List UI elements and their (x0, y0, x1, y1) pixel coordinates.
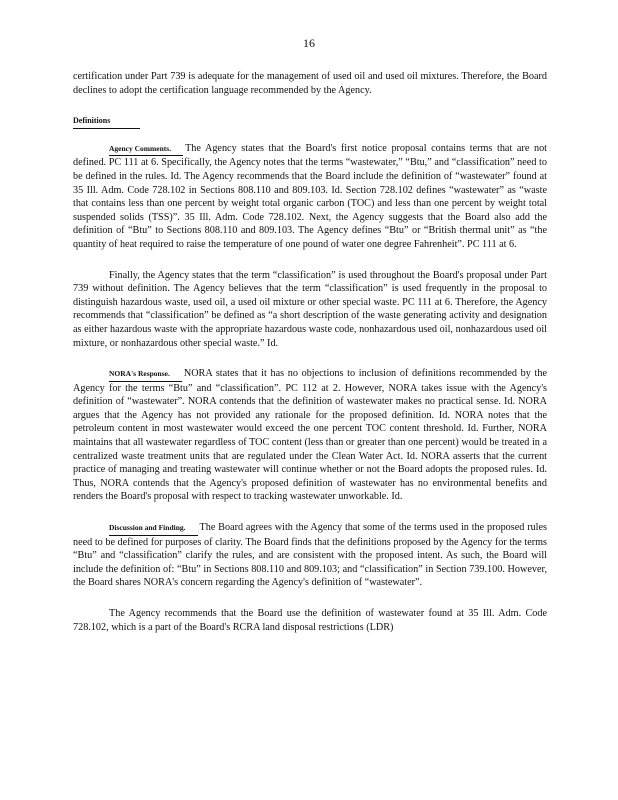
agency-comments-paragraph (73, 142, 547, 252)
page-number: 16 (303, 36, 315, 50)
section-heading (73, 114, 547, 129)
nora-response-text: NORA states that it has no objections to inclusion of definitions recommended by the Agency for the terms “Btu” and “classification”. PC 112 at 2. However, NORA takes issue with the Agency's definition of “wastewater”. NORA contends that the definition of wastewater makes no practical sense. Id. NORA argues that the Agency has not provided any rationale for the proposed definition. Id. NORA notes that the petroleum content in most wastewater would exceed the one percent TOC content threshold. Id. Further, NORA maintains that all wastewater regardless of TOC content (less than or greater than one percent) would be treated in a centralized waste treatment units that are regulated under the Clean Water Act. Id. NORA asserts that the current practice of managing and treating wastewater will continue whether or not the Board adopts the proposed rules. Id. Thus, NORA contends that the Agency's proposed definition of wastewater has no environmental benefits and renders the Board's proposal with respect to tracking wastewater unworkable. Id. (73, 368, 547, 503)
final-paragraph: The Agency recommends that the Board use the definition of wastewater found at 35 Ill. Adm. Code 728.102, which is a part of the Board's RCRA land disposal restrictions (LDR) (73, 608, 547, 633)
discussion-paragraph (73, 521, 547, 590)
classification-paragraph: Finally, the Agency states that the term “classification” is used throughout the Board's proposal under Part 739 without definition. The Agency believes that the term “classification” is used frequently in the proposal to distinguish hazardous waste, used oil, a used oil mixture or other special waste. PC 111 at 6. Therefore, the Agency recommends that “classification” be defined as “a short description of the waste generating activity and designation as either hazardous waste with the appropriate hazardous waste code, nonhazardous used oil, nonhazardous used oil mixture, or nonhazardous other special waste.” Id. (73, 269, 547, 349)
agency-comments-heading: Agency Comments. (109, 142, 183, 157)
section-heading-text: Definitions (73, 114, 140, 129)
discussion-text: The Board agrees with the Agency that some of the terms used in the proposed rules need to be defined for purposes of clarity. The Board finds that the definitions proposed by the Agency for the terms “Btu” and “classification” clarify the rules, and are consistent with the proposed intent. As such, the Board will include the definition of: “Btu” in Sections 808.110 and 809.103; and “classification” in Section 739.100. However, the Board shares NORA's concern regarding the Agency's definition of “wastewater”. (73, 522, 547, 589)
nora-response-paragraph (73, 367, 547, 504)
page-body (73, 70, 547, 634)
discussion-heading: Discussion and Finding. (109, 521, 198, 536)
agency-comments-text: The Agency states that the Board's first notice proposal contains terms that are not defined. PC 111 at 6. Specifically, the Agency notes that the terms “wastewater,” “Btu,” and “classification” need to be defined in the rules. Id. The Agency recommends that the Board include the definition of “wastewater” found at 35 Ill. Adm. Code 728.102 in Sections 808.110 and 809.103. Id. Section 728.102 defines “wastewater” as “waste that contains less than one percent by weight total organic carbon (TOC) and less than one percent by weight total suspended solids (TSS)”. 35 Ill. Adm. Code 728.102. Next, the Agency suggests that the Board also add the definition of “Btu” to Sections 808.110 and 809.103. The Agency defines “Btu” or “British thermal unit” as “the quantity of heat required to raise the temperature of one pound of water one degree Fahrenheit”. PC 111 at 6. (73, 142, 547, 250)
continued-paragraph: certification under Part 739 is adequate for the management of used oil and used oil mixtures. Therefore, the Board declines to adopt the certification language recommended by the Agency. (73, 71, 547, 96)
nora-response-heading: NORA's Response. (109, 367, 182, 382)
